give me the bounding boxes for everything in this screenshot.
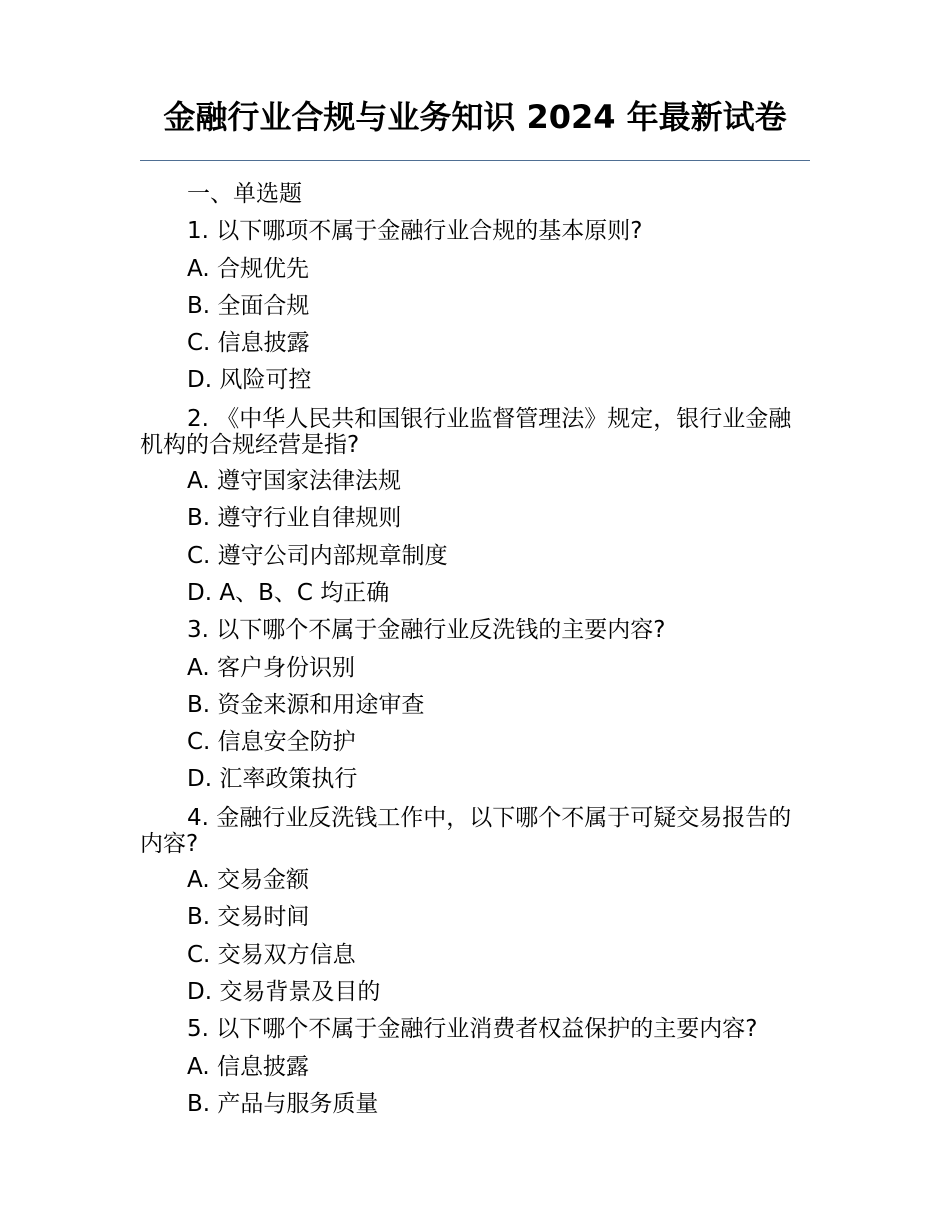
answer-option: A. 客户身份识别	[187, 654, 355, 681]
answer-option: C. 遵守公司内部规章制度	[187, 542, 448, 569]
answer-option: B. 交易时间	[187, 904, 310, 931]
question-stem: 1. 以下哪项不属于金融行业合规的基本原则?	[187, 218, 643, 245]
section-heading: 一、单选题	[187, 181, 302, 207]
question-stem: 5. 以下哪个不属于金融行业消费者权益保护的主要内容?	[187, 1016, 758, 1043]
answer-option: B. 产品与服务质量	[187, 1090, 379, 1117]
answer-option: C. 信息披露	[187, 330, 310, 357]
document-body	[140, 176, 810, 1123]
answer-option: A. 合规优先	[187, 255, 309, 282]
title-underline	[140, 160, 810, 161]
answer-option: C. 交易双方信息	[187, 941, 356, 968]
answer-option: A. 交易金额	[187, 867, 309, 894]
answer-option: B. 资金来源和用途审查	[187, 691, 425, 718]
answer-option: D. 汇率政策执行	[187, 766, 358, 793]
question-stem: 4. 金融行业反洗钱工作中，以下哪个不属于可疑交易报告的内容?	[140, 804, 792, 857]
document-title: 金融行业合规与业务知识 2024 年最新试卷	[163, 98, 787, 136]
answer-option: A. 遵守国家法律法规	[187, 468, 401, 495]
answer-option: A. 信息披露	[187, 1053, 309, 1080]
answer-option: B. 全面合规	[187, 292, 310, 319]
question-stem: 2. 《中华人民共和国银行业监督管理法》规定，银行业金融机构的合规经营是指?	[140, 405, 792, 458]
answer-option: D. 交易背景及目的	[187, 978, 381, 1005]
answer-option: D. A、B、C 均正确	[187, 579, 390, 606]
answer-option: D. 风险可控	[187, 367, 312, 394]
question-stem: 3. 以下哪个不属于金融行业反洗钱的主要内容?	[187, 617, 666, 644]
answer-option: B. 遵守行业自律规则	[187, 505, 402, 532]
answer-option: C. 信息安全防护	[187, 729, 356, 756]
